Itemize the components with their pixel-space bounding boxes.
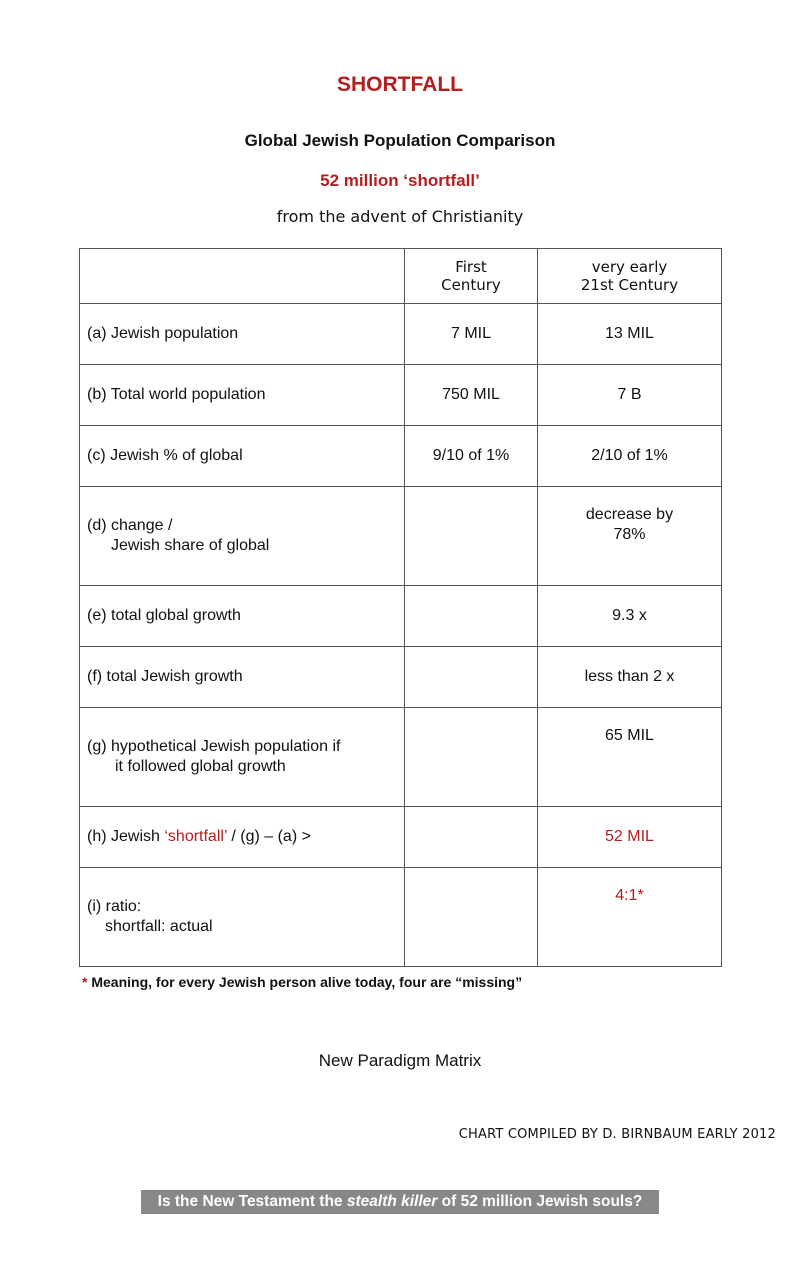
- table-row: [80, 365, 722, 426]
- row-label: [80, 868, 405, 967]
- header-21st-century-line1: very early: [591, 258, 668, 276]
- banner-post: of 52 million Jewish souls?: [437, 1193, 643, 1210]
- row-label-line2: shortfall: actual: [105, 918, 213, 935]
- header-first-century-line2: Century: [441, 276, 501, 294]
- context-line: from the advent of Christianity: [276, 207, 524, 226]
- first-century-value: [405, 868, 538, 967]
- row-label: [80, 807, 405, 868]
- shortfall-value: 52 MIL: [538, 807, 722, 868]
- page-subtitle: Global Jewish Population Comparison: [244, 131, 556, 150]
- row-label: (e) total global growth: [80, 586, 405, 647]
- first-century-value: [405, 807, 538, 868]
- row-label-line2: it followed global growth: [115, 758, 286, 775]
- row-label-shortfall: ‘shortfall’: [164, 828, 227, 845]
- header-first-century: [405, 249, 538, 304]
- first-century-value: 9/10 of 1%: [405, 426, 538, 487]
- modern-value: less than 2 x: [538, 647, 722, 708]
- ratio-value: 4:1*: [538, 868, 722, 967]
- banner-emphasis: stealth killer: [346, 1193, 438, 1210]
- modern-value: 13 MIL: [538, 304, 722, 365]
- table-row: [80, 807, 722, 868]
- first-century-value: 7 MIL: [405, 304, 538, 365]
- table-header-row: [80, 249, 722, 304]
- first-century-value: [405, 708, 538, 807]
- modern-value-line2: 78%: [613, 526, 646, 543]
- footnote-marker: *: [82, 974, 88, 990]
- footnote-text: Meaning, for every Jewish person alive today, four are “missing”: [87, 974, 523, 990]
- modern-value: 2/10 of 1%: [538, 426, 722, 487]
- table-row: [80, 426, 722, 487]
- modern-value: 65 MIL: [538, 708, 722, 807]
- first-century-value: [405, 487, 538, 586]
- row-label-line1: (d) change /: [87, 517, 173, 534]
- row-label: [80, 487, 405, 586]
- table-row: [80, 708, 722, 807]
- header-empty-cell: [80, 249, 405, 304]
- header-21st-century-line2: 21st Century: [580, 276, 679, 294]
- modern-value: 7 B: [538, 365, 722, 426]
- first-century-value: [405, 586, 538, 647]
- row-label: (b) Total world population: [80, 365, 405, 426]
- row-label-line1: (i) ratio:: [87, 898, 142, 915]
- credit-line: CHART COMPILED BY D. BIRNBAUM EARLY 2012: [458, 1127, 776, 1142]
- row-label-post: / (g) – (a) >: [226, 828, 311, 845]
- question-banner: [141, 1190, 659, 1214]
- table-row: [80, 647, 722, 708]
- population-table: [79, 248, 722, 967]
- banner-pre: Is the New Testament the: [157, 1193, 347, 1210]
- header-21st-century: [538, 249, 722, 304]
- row-label-pre: (h) Jewish: [87, 828, 165, 845]
- row-label: (f) total Jewish growth: [80, 647, 405, 708]
- row-label: (c) Jewish % of global: [80, 426, 405, 487]
- page-title: SHORTFALL: [337, 73, 463, 96]
- source-label: New Paradigm Matrix: [318, 1051, 482, 1070]
- header-first-century-line1: First: [455, 258, 487, 276]
- first-century-value: [405, 647, 538, 708]
- table-row: [80, 586, 722, 647]
- modern-value-line1: decrease by: [585, 506, 674, 523]
- table-row: [80, 304, 722, 365]
- row-label-line2: Jewish share of global: [111, 537, 270, 554]
- footnote: [82, 974, 522, 990]
- table-row: [80, 487, 722, 586]
- row-label-line1: (g) hypothetical Jewish population if: [87, 738, 341, 755]
- shortfall-highlight: 52 million ‘shortfall’: [320, 171, 480, 190]
- first-century-value: 750 MIL: [405, 365, 538, 426]
- modern-value: 9.3 x: [538, 586, 722, 647]
- modern-value: [538, 487, 722, 586]
- table-row: [80, 868, 722, 967]
- row-label: [80, 708, 405, 807]
- row-label: (a) Jewish population: [80, 304, 405, 365]
